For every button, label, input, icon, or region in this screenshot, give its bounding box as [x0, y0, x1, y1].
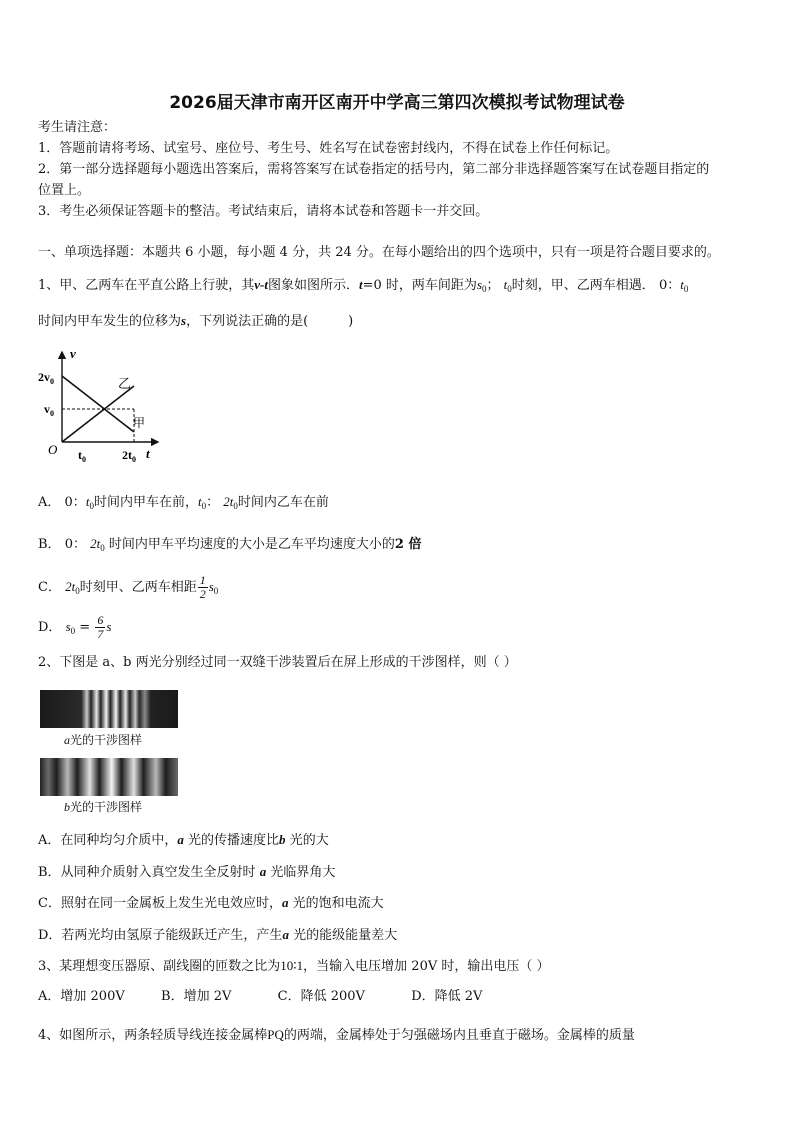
q2-option-d: D．若两光均由氢原子能级跃迁产生，产生a 光的能级能量差大 — [38, 927, 398, 943]
q1-option-b: B． 0： $2t_0$ 时间内甲车平均速度的大小是乙车平均速度大小的2 倍 — [38, 536, 422, 553]
notice-item: 2．第一部分选择题每小题选出答案后，需将答案写在试卷指定的括号内，第二部分非选择题答案写在试卷题目指定的 — [38, 162, 710, 177]
section-heading: 一、单项选择题：本题共 6 小题，每小题 4 分，共 24 分。在每小题给出的四个选项中，只有一项是符合题目要求的。 — [38, 245, 720, 260]
q1-option-c: C． $2t_0$时刻甲、乙两车相距 $\frac{1}{2}$ $s_0$ — [38, 573, 219, 601]
line-yi — [62, 386, 134, 442]
y-tick-v0: $v_0$ — [44, 402, 54, 418]
q2-option-c: C．照射在同一金属板上发生光电效应时，a 光的饱和电流大 — [38, 895, 384, 911]
q3-stem: 3、某理想变压器原、副线圈的匝数之比为10∶1，当输入电压增加 20V 时，输出电压（ ） — [38, 958, 550, 974]
page-title: 2026届天津市南开区南开中学高三第四次模拟考试物理试卷 — [169, 93, 625, 113]
q1-option-d: D． $s_0$ = $\frac{6}{7}$ s — [38, 613, 112, 641]
q2-option-a: A．在同种均匀介质中，a 光的传播速度比b 光的大 — [38, 832, 329, 848]
caption-b: b光的干涉图样 — [64, 800, 143, 814]
q1-stem-line2: 时间内甲车发生的位移为s，下列说法正确的是( ) — [38, 313, 354, 329]
label-yi: 乙 — [118, 376, 132, 391]
label-jia: 甲 — [133, 416, 146, 430]
q3-option-d: D．降低 2V — [411, 989, 483, 1004]
q3-option-b: B．增加 2V — [161, 989, 232, 1004]
y-tick-2v0: $2v_0$ — [38, 370, 54, 386]
q3-option-a: A．增加 200V — [38, 989, 125, 1004]
interference-pattern-b — [40, 758, 178, 796]
q1-option-a: A． 0：$t_0$时间内甲车在前，$t_0$： $2t_0$时间内乙车在前 — [38, 494, 329, 511]
v-axis-label: v — [70, 346, 76, 361]
q3-options — [38, 989, 482, 1005]
q2-option-b: B．从同种介质射入真空发生全反射时 a 光临界角大 — [38, 864, 336, 880]
notice-heading: 考生请注意： — [38, 120, 117, 135]
x-tick-t0: $t_0$ — [78, 448, 86, 464]
q2-stem: 2、下图是 a、b 两光分别经过同一双缝干涉装置后在屏上形成的干涉图样，则（ ） — [38, 655, 517, 670]
q4-stem: 4、如图所示，两条轻质导线连接金属棒PQ的两端，金属棒处于匀强磁场内且垂直于磁场。金属棒的质量 — [38, 1027, 635, 1043]
q3-option-c: C．降低 200V — [277, 989, 365, 1004]
x-tick-2t0: $2t_0$ — [122, 448, 136, 464]
origin-label: O — [48, 442, 58, 457]
vt-graph — [34, 346, 164, 466]
caption-a: a光的干涉图样 — [64, 733, 143, 747]
notice-item: 位置上。 — [38, 183, 91, 198]
t-axis-label: t — [146, 446, 150, 461]
interference-pattern-a — [40, 690, 178, 728]
q1-stem-line1: 1、甲、乙两车在平直公路上行驶，其v-t图象如图所示．t=0 时，两车间距为$s_0$； $t_0$时刻，甲、乙两车相遇． 0：$t_0$ — [38, 277, 689, 294]
notice-item: 1．答题前请将考场、试室号、座位号、考生号、姓名写在试卷密封线内，不得在试卷上作任何标记。 — [38, 141, 619, 156]
notice-item: 3．考生必须保证答题卡的整洁。考试结束后，请将本试卷和答题卡一并交回。 — [38, 204, 489, 219]
